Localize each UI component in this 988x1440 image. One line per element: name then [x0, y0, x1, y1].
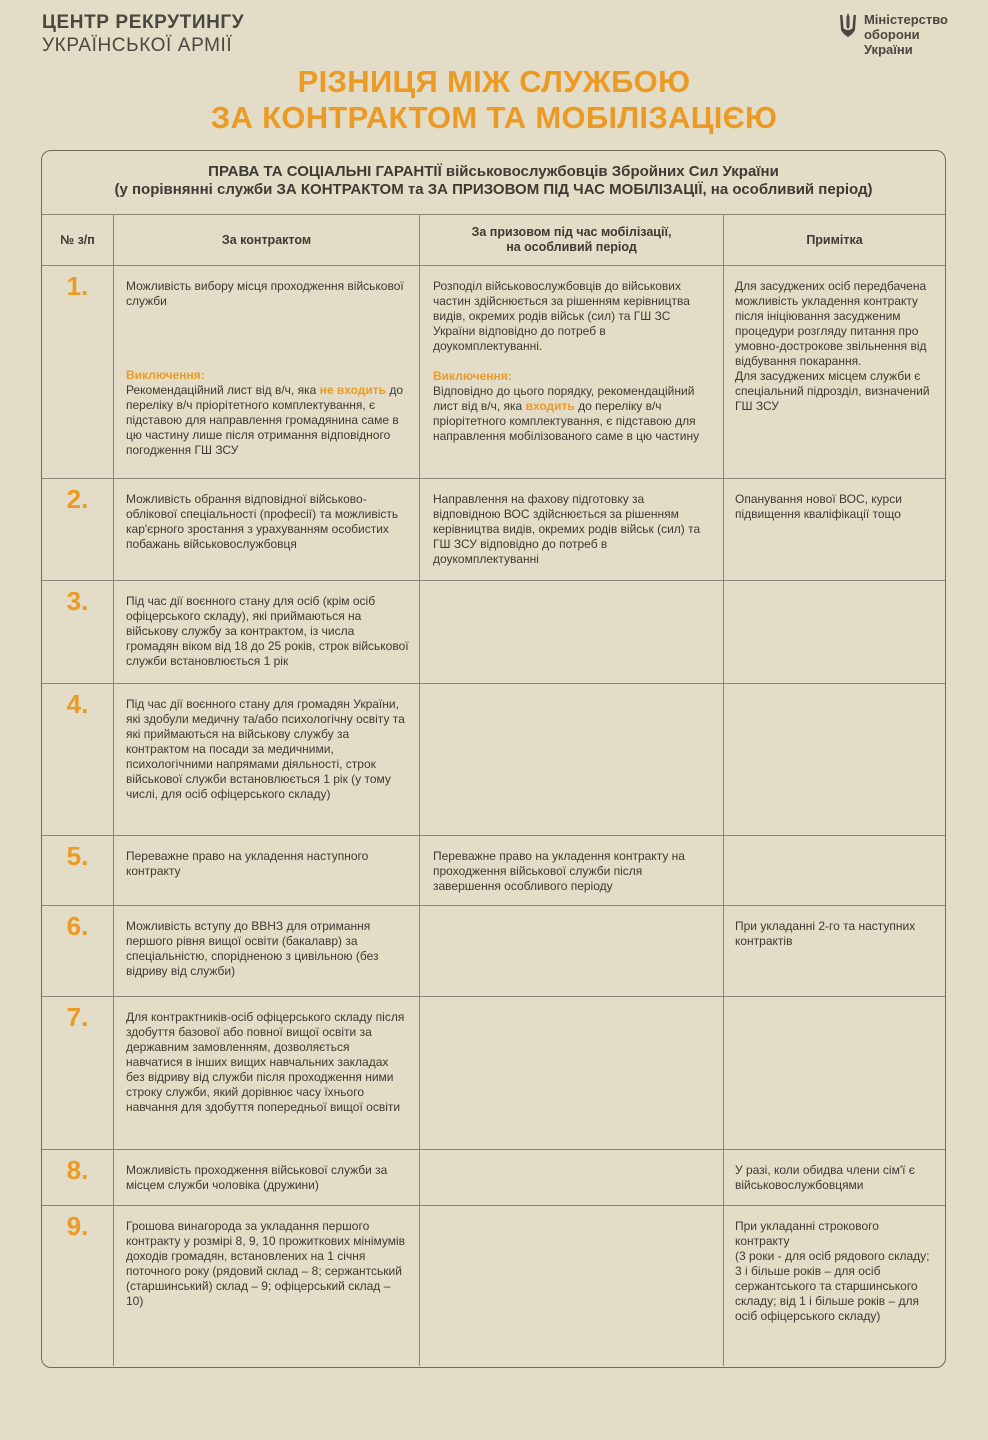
table-header-row — [42, 215, 945, 266]
exception-label: Виключення: — [433, 369, 512, 383]
header-mobilization-line-1: За призовом під час мобілізації, — [471, 225, 672, 239]
mobilization-cell — [420, 684, 724, 835]
note-cell — [724, 1206, 945, 1366]
row-number: 2. — [42, 479, 114, 580]
contract-cell: Під час дії воєнного стану для осіб (крім осіб офіцерського складу), які приймаються на військову службу за контрактом, із числа громадян віком від 18 до 25 років, строк військової служби встановлюється 1 рік — [114, 581, 420, 683]
mobilization-cell — [420, 1150, 724, 1205]
contract-cell: Для контрактників-осіб офіцерського складу після здобуття базової або повної вищої освіти за державним замовленням, дозволяється навчатися в інших вищих навчальних закладах без відриву від служби після проходження ними строку служби, який дорівнює часу їхнього навчання для здобуття попередньої вищої освіти — [114, 997, 420, 1149]
header-note: Примітка — [806, 232, 863, 247]
header-mobilization — [420, 215, 724, 265]
caption-line-1: ПРАВА ТА СОЦІАЛЬНІ ГАРАНТІЇ військовослужбовців Збройних Сил України — [208, 163, 779, 180]
note-text-2: Для засуджених місцем служби є спеціальний підрозділ, визначений ГШ ЗСУ — [735, 369, 930, 413]
title-line-1: РІЗНИЦЯ МІЖ СЛУЖБОЮ — [297, 64, 691, 99]
header-num: № з/п — [42, 215, 114, 265]
caption-line-2: (у порівнянні служби ЗА КОНТРАКТОМ та ЗА ПРИЗОВОМ ПІД ЧАС МОБІЛІЗАЦІЇ, на особливий період) — [114, 181, 873, 198]
row-number: 1. — [42, 266, 114, 478]
contract-cell: Під час дії воєнного стану для громадян України, які здобули медичну та/або психологічну освіту та які приймаються на військову службу за контрактом на посади за медичними, психологічними напрямами діяльності, строк військової служби встановлюється 1 рік (у тому числі, для осіб офіцерського складу) — [114, 684, 420, 835]
mobilization-cell — [420, 1206, 724, 1366]
contract-cell: Можливість проходження військової служби за місцем служби чоловіка (дружини) — [114, 1150, 420, 1205]
mobilization-cell: Переважне право на укладення контракту на проходження військової служби після завершення особливого періоду — [420, 836, 724, 905]
page-title — [0, 64, 988, 136]
note-cell — [724, 266, 945, 478]
table-row — [42, 581, 945, 684]
mobilization-cell — [420, 266, 724, 478]
title-line-2: ЗА КОНТРАКТОМ ТА МОБІЛІЗАЦІЄЮ — [210, 100, 778, 135]
note-cell — [724, 836, 945, 905]
row-number: 8. — [42, 1150, 114, 1205]
mobilization-cell — [420, 906, 724, 996]
row-number: 6. — [42, 906, 114, 996]
row-number: 5. — [42, 836, 114, 905]
exception-text: Рекомендаційний лист від в/ч, яка не входить до переліку в/ч пріорітетного комплектування, є підставою для направлення громадянина саме в цю частину лише після отримання відповідного погодження ГШ ЗСУ — [126, 383, 404, 457]
header-mobilization-line-2: на особливий період — [506, 240, 637, 254]
note-text: При укладанні строкового контракту — [735, 1219, 879, 1248]
comparison-table — [41, 150, 946, 1368]
table-row — [42, 997, 945, 1150]
note-cell — [724, 581, 945, 683]
note-cell — [724, 997, 945, 1149]
exception-text: Відповідно до цього порядку, рекомендаційний лист від в/ч, яка входить до переліку в/ч пріорітетного комплектування, є підставою для направлення мобілізованого саме в цю частину — [433, 384, 700, 443]
brand-line-2: УКРАЇНСЬКОЇ АРМІЇ — [42, 35, 233, 56]
brand-line-1: ЦЕНТР РЕКРУТИНГУ — [42, 12, 245, 33]
ministry-line-1: Міністерство — [863, 12, 948, 27]
trident-icon — [839, 13, 857, 37]
table-row — [42, 684, 945, 836]
exception-label: Виключення: — [126, 368, 205, 382]
contract-cell: Грошова винагорода за укладання першого контракту у розмірі 8, 9, 10 прожиткових мінімумів доходів громадян, встановлених на 1 січня поточного року (рядовий склад – 8; сержантський (старшинський) склад – 9; офіцерський склад – 10) — [114, 1206, 420, 1366]
note-cell: У разі, коли обидва члени сім'ї є військовослужбовцями — [735, 1163, 915, 1192]
row-number: 3. — [42, 581, 114, 683]
mobilization-cell — [420, 997, 724, 1149]
highlight-included: входить — [525, 399, 575, 413]
recruiting-center-brand — [42, 12, 244, 57]
ministry-logo — [839, 12, 948, 57]
row-number: 4. — [42, 684, 114, 835]
row-number: 9. — [42, 1206, 114, 1366]
contract-text: Можливість вибору місця проходження військової служби — [126, 279, 404, 308]
header-contract: За контрактом — [114, 215, 420, 265]
contract-cell: Переважне право на укладення наступного контракту — [114, 836, 420, 905]
mobilization-text: Розподіл військовослужбовців до військових частин здійснюється за рішенням керівництва видів, окремих родів військ (сил) та ГШ ЗС України відповідно до потреб в доукомплектуванні. — [433, 279, 690, 353]
table-row — [42, 266, 945, 479]
contract-cell: Можливість обрання відповідної військово-облікової спеціальності (професії) та можливість кар'єрного зростання з урахуванням особистих побажань військовослужбовця — [114, 479, 420, 580]
table-row — [42, 479, 945, 581]
table-row — [42, 906, 945, 997]
table-row — [42, 1150, 945, 1206]
row-number: 7. — [42, 997, 114, 1149]
ministry-line-3: України — [863, 42, 913, 57]
mobilization-cell — [420, 581, 724, 683]
note-cell: При укладанні 2-го та наступних контрактів — [735, 919, 916, 948]
ministry-line-2: оборони — [863, 27, 920, 42]
table-row — [42, 1206, 945, 1366]
note-text: Для засуджених осіб передбачена можливість укладення контракту після ініціювання засудженим процедури розгляду питання про умовно-дострокове звільнення від відбування покарання. — [735, 279, 927, 368]
note-cell — [724, 684, 945, 835]
table-caption — [42, 151, 945, 215]
highlight-not-included: не входить — [319, 383, 387, 397]
contract-cell: Можливість вступу до ВВНЗ для отримання першого рівня вищої освіти (бакалавр) за спеціальністю, спорідненою з цивільною (без відриву від служби) — [114, 906, 420, 996]
note-cell: Опанування нової ВОС, курси підвищення кваліфікації тощо — [735, 492, 902, 521]
note-text-2: (3 роки - для осіб рядового складу; 3 і більше років – для осіб сержантського та старшинського складу; від 1 і більше років – для осіб офіцерського складу) — [735, 1249, 930, 1323]
contract-cell — [114, 266, 420, 478]
table-row — [42, 836, 945, 906]
mobilization-cell: Направлення на фахову підготовку за відповідною ВОС здійснюється за рішенням керівництва видів, окремих родів військ (сил) та ГШ ЗСУ відповідно до потреб в доукомплектуванні — [420, 479, 724, 580]
